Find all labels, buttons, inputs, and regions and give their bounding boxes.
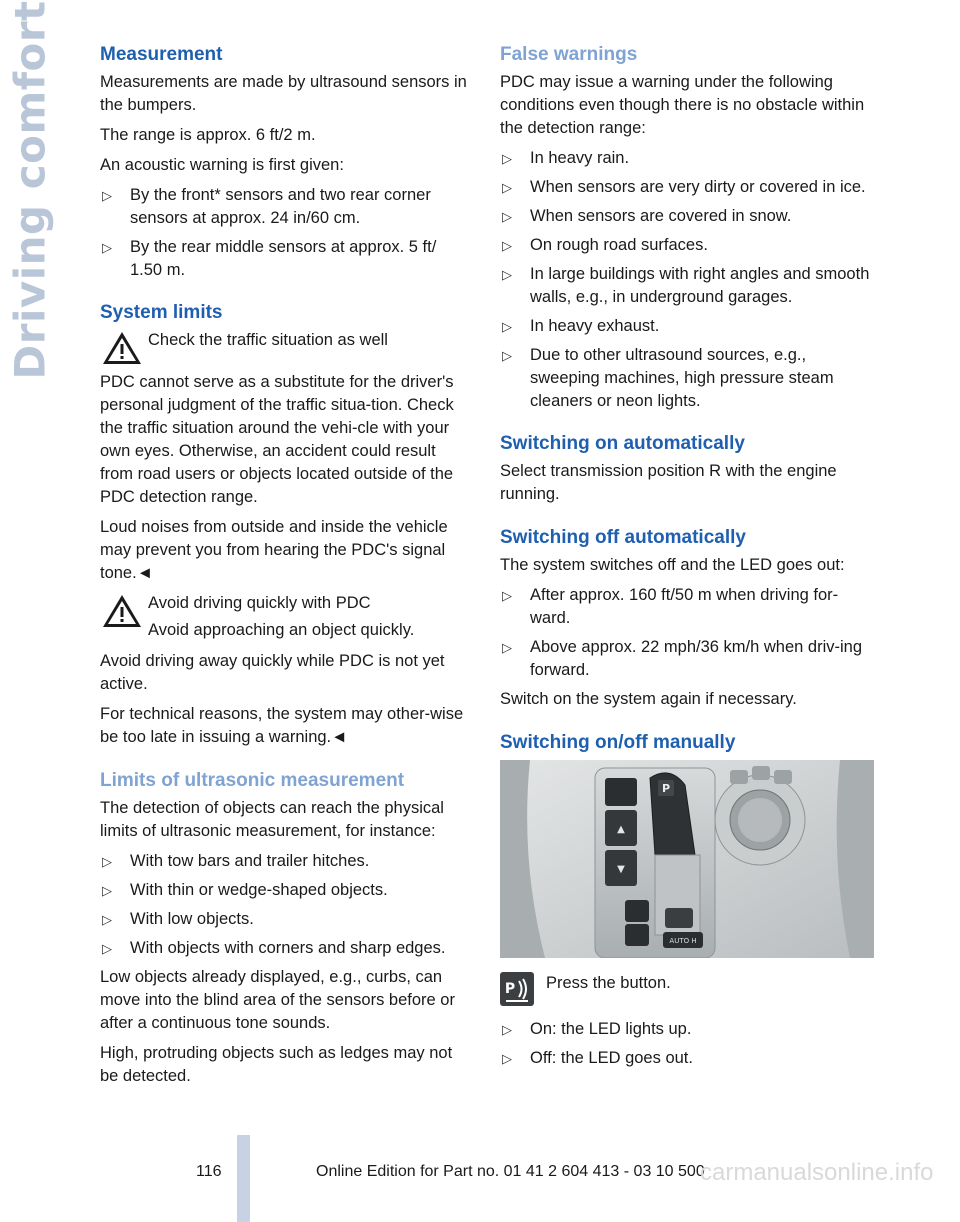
loud-noises-text: Loud noises from outside and inside the vehicle may prevent you from hearing the PDC's signal tone.◄ [100,518,448,582]
list-item: ▷ With low objects. [100,908,472,931]
false-warnings-list [500,147,874,413]
list-item: ▷ When sensors are very dirty or covered in ice. [500,176,874,199]
warning-2-line: Avoid approaching an object quickly. [148,621,415,639]
list-item: ▷ When sensors are covered in snow. [500,205,874,228]
triangle-bullet-icon: ▷ [102,941,112,956]
limits-intro: The detection of objects can reach the physical limits of ultrasonic measurement, for instance: [100,799,444,840]
triangle-bullet-icon: ▷ [502,151,512,166]
list-item: ▷ In large buildings with right angles and smooth walls, e.g., in underground garages. [502,265,870,306]
pdc-button-icon [500,972,534,1006]
edition-text: Online Edition for Part no. 01 41 2 604 413 - 03 10 500 [316,1163,705,1180]
press-button-line [500,972,874,1006]
warning-2-title: Avoid driving quickly with PDC [148,594,371,612]
console-illustration [500,760,874,958]
heading-switch-on-auto: Switching on automatically [500,433,745,454]
triangle-bullet-icon: ▷ [502,238,512,253]
triangle-bullet-icon: ▷ [502,209,512,224]
svg-text:▼: ▼ [617,864,625,875]
triangle-bullet-icon: ▷ [502,1051,512,1066]
heading-limits-ultrasonic: Limits of ultrasonic measurement [100,770,405,791]
high-objects-text: High, protruding objects such as ledges may not be detected. [100,1044,453,1085]
triangle-bullet-icon: ▷ [502,640,512,655]
list-item: ▷ Off: the LED goes out. [500,1047,874,1070]
manual-list [500,1018,874,1070]
chapter-title: Driving comfort [5,0,55,380]
list-item: ▷ In heavy exhaust. [500,315,874,338]
list-item: ▷ After approx. 160 ft/50 m when driving for-ward. [502,586,839,627]
warning-block-1 [100,329,472,367]
heading-switch-off-auto: Switching off automatically [500,527,746,548]
right-column [500,44,874,1076]
warning-triangle-icon [100,329,144,367]
list-item: ▷ With thin or wedge-shaped objects. [100,879,472,902]
page-number: 116 [196,1163,222,1180]
triangle-bullet-icon: ▷ [502,1022,512,1037]
triangle-bullet-icon: ▷ [102,240,112,255]
false-warnings-intro: PDC may issue a warning under the following conditions even though there is no obstacle within the detection range: [500,73,865,137]
switch-off-list [500,584,874,682]
svg-text:P: P [504,981,516,997]
triangle-bullet-icon: ▷ [102,854,112,869]
heading-switch-manual: Switching on/off manually [500,732,736,753]
triangle-bullet-icon: ▷ [102,188,112,203]
triangle-bullet-icon: ▷ [502,588,512,603]
warning-block-2 [100,592,472,646]
measurement-p2: The range is approx. 6 ft/2 m. [100,126,316,144]
triangle-bullet-icon: ▷ [102,883,112,898]
p-button-label: P [661,782,671,795]
auto-button-label: AUTO H [669,937,697,945]
low-objects-text: Low objects already displayed, e.g., curbs, can move into the blind area of the sensors before or after a continuous tone sounds. [100,968,455,1032]
watermark: carmanualsonline.info [700,1159,934,1186]
warning-1-text: PDC cannot serve as a substitute for the driver's personal judgment of the traffic situa-tion. Check the traffic situation around the vehi-cle with your own eyes. Otherwise, an accident could result from road users or objects located outside of the PDC detection range. [100,373,454,506]
switch-on-auto-text: Select transmission position R with the engine running. [500,462,837,503]
measurement-p1: Measurements are made by ultrasound sensors in the bumpers. [100,73,467,114]
heading-system-limits: System limits [100,302,223,323]
list-item: ▷ Due to other ultrasound sources, e.g., sweeping machines, high pressure steam cleaners or neon lights. [502,346,834,410]
measurement-p3: An acoustic warning is first given: [100,156,344,174]
chapter-sidebar [0,0,60,380]
warning-triangle-icon [100,592,144,630]
measurement-list [100,184,472,282]
warning-1-title: Check the traffic situation as well [148,331,388,349]
switch-again-text: Switch on the system again if necessary. [500,690,797,708]
list-item: ▷ On rough road surfaces. [500,234,874,257]
switch-off-auto-intro: The system switches off and the LED goes out: [500,556,845,574]
list-item: ▷ Above approx. 22 mph/36 km/h when driv-ing forward. [502,638,863,679]
list-item: ▷ On: the LED lights up. [500,1018,874,1041]
footer-divider [237,1135,250,1222]
list-item: ▷ By the rear middle sensors at approx. 5 ft/ 1.50 m. [102,238,437,279]
svg-text:▲: ▲ [617,824,625,835]
triangle-bullet-icon: ▷ [102,912,112,927]
drive-away-text: Avoid driving away quickly while PDC is not yet active. [100,652,445,693]
heading-measurement: Measurement [100,44,223,65]
list-item: ▷ With tow bars and trailer hitches. [100,850,472,873]
list-item: ▷ With objects with corners and sharp edges. [100,937,472,960]
list-item: ▷ In heavy rain. [500,147,874,170]
list-item: ▷ By the front* sensors and two rear corner sensors at approx. 24 in/60 cm. [102,186,431,227]
triangle-bullet-icon: ▷ [502,319,512,334]
triangle-bullet-icon: ▷ [502,348,512,363]
heading-false-warnings: False warnings [500,44,638,65]
center-console-photo [500,760,874,958]
press-button-text: Press the button. [546,974,671,992]
triangle-bullet-icon: ▷ [502,180,512,195]
triangle-bullet-icon: ▷ [502,267,512,282]
limits-list [100,850,472,960]
technical-reasons-text: For technical reasons, the system may other-wise be too late in issuing a warning.◄ [100,705,464,746]
left-column [100,44,472,1095]
page-footer [0,1135,960,1222]
